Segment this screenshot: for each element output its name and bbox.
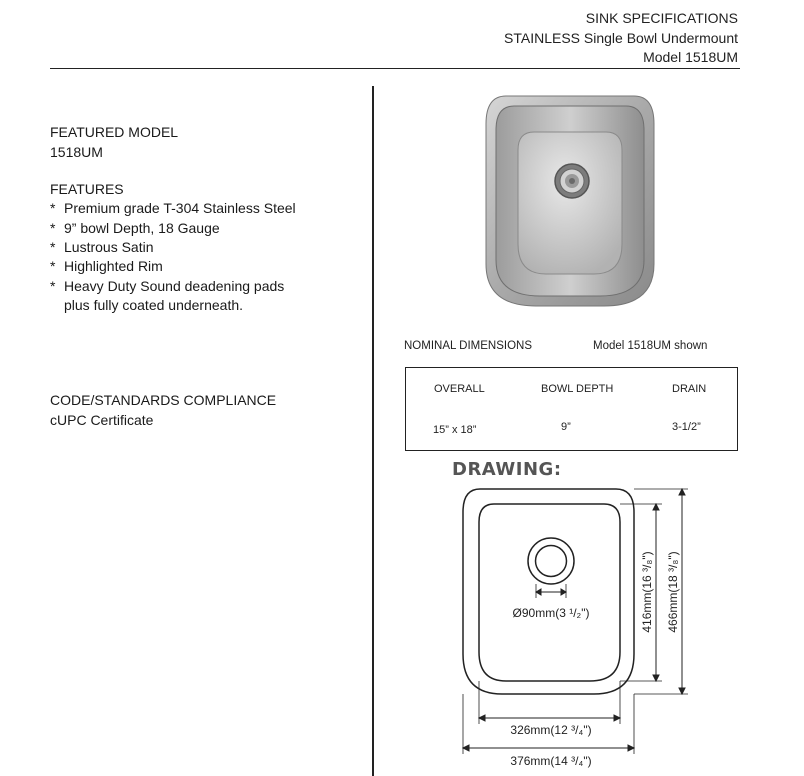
featured-model-label: FEATURED MODEL bbox=[50, 124, 179, 140]
spec-header-drain: DRAIN bbox=[672, 383, 707, 395]
column-divider bbox=[372, 86, 374, 776]
header-model: Model 1518UM bbox=[643, 49, 738, 65]
sink-drawing bbox=[450, 484, 704, 776]
header-divider bbox=[50, 68, 740, 69]
spec-value-overall: 15” x 18” bbox=[433, 424, 477, 436]
nominal-dimensions-label: NOMINAL DIMENSIONS bbox=[404, 340, 533, 352]
inner-width-label: 326mm(12 ³/₄") bbox=[510, 723, 592, 737]
compliance-label: CODE/STANDARDS COMPLIANCE bbox=[50, 392, 277, 408]
feature-item: * Premium grade T-304 Stainless Steel bbox=[50, 200, 296, 216]
feature-item: * 9” bowl Depth, 18 Gauge bbox=[50, 220, 220, 236]
compliance-value: cUPC Certificate bbox=[50, 412, 154, 428]
header-subtitle: STAINLESS Single Bowl Undermount bbox=[504, 30, 738, 46]
feature-item-continuation: plus fully coated underneath. bbox=[64, 297, 244, 313]
spec-table bbox=[405, 367, 738, 451]
featured-model-value: 1518UM bbox=[50, 144, 103, 160]
feature-item: * Highlighted Rim bbox=[50, 258, 163, 274]
features-label: FEATURES bbox=[50, 181, 124, 197]
feature-item: * Lustrous Satin bbox=[50, 239, 154, 255]
spec-value-drain: 3-1/2” bbox=[672, 421, 701, 433]
sink-photo bbox=[484, 94, 656, 308]
drawing-title: DRAWING: bbox=[452, 459, 562, 480]
spec-header-overall: OVERALL bbox=[434, 383, 485, 395]
model-shown-label: Model 1518UM shown bbox=[593, 340, 708, 352]
outer-width-label: 376mm(14 ³/₄") bbox=[510, 754, 592, 768]
spec-header-bowl-depth: BOWL DEPTH bbox=[541, 383, 614, 395]
outer-height-label: 466mm(18 ³/₈") bbox=[666, 551, 680, 633]
feature-item: * Heavy Duty Sound deadening pads bbox=[50, 278, 285, 294]
header-title: SINK SPECIFICATIONS bbox=[585, 10, 738, 26]
drain-dimension-label: Ø90mm(3 ¹/₂") bbox=[512, 606, 590, 620]
spec-value-bowl-depth: 9” bbox=[561, 421, 571, 433]
inner-height-label: 416mm(16 ³/₈") bbox=[640, 551, 654, 633]
